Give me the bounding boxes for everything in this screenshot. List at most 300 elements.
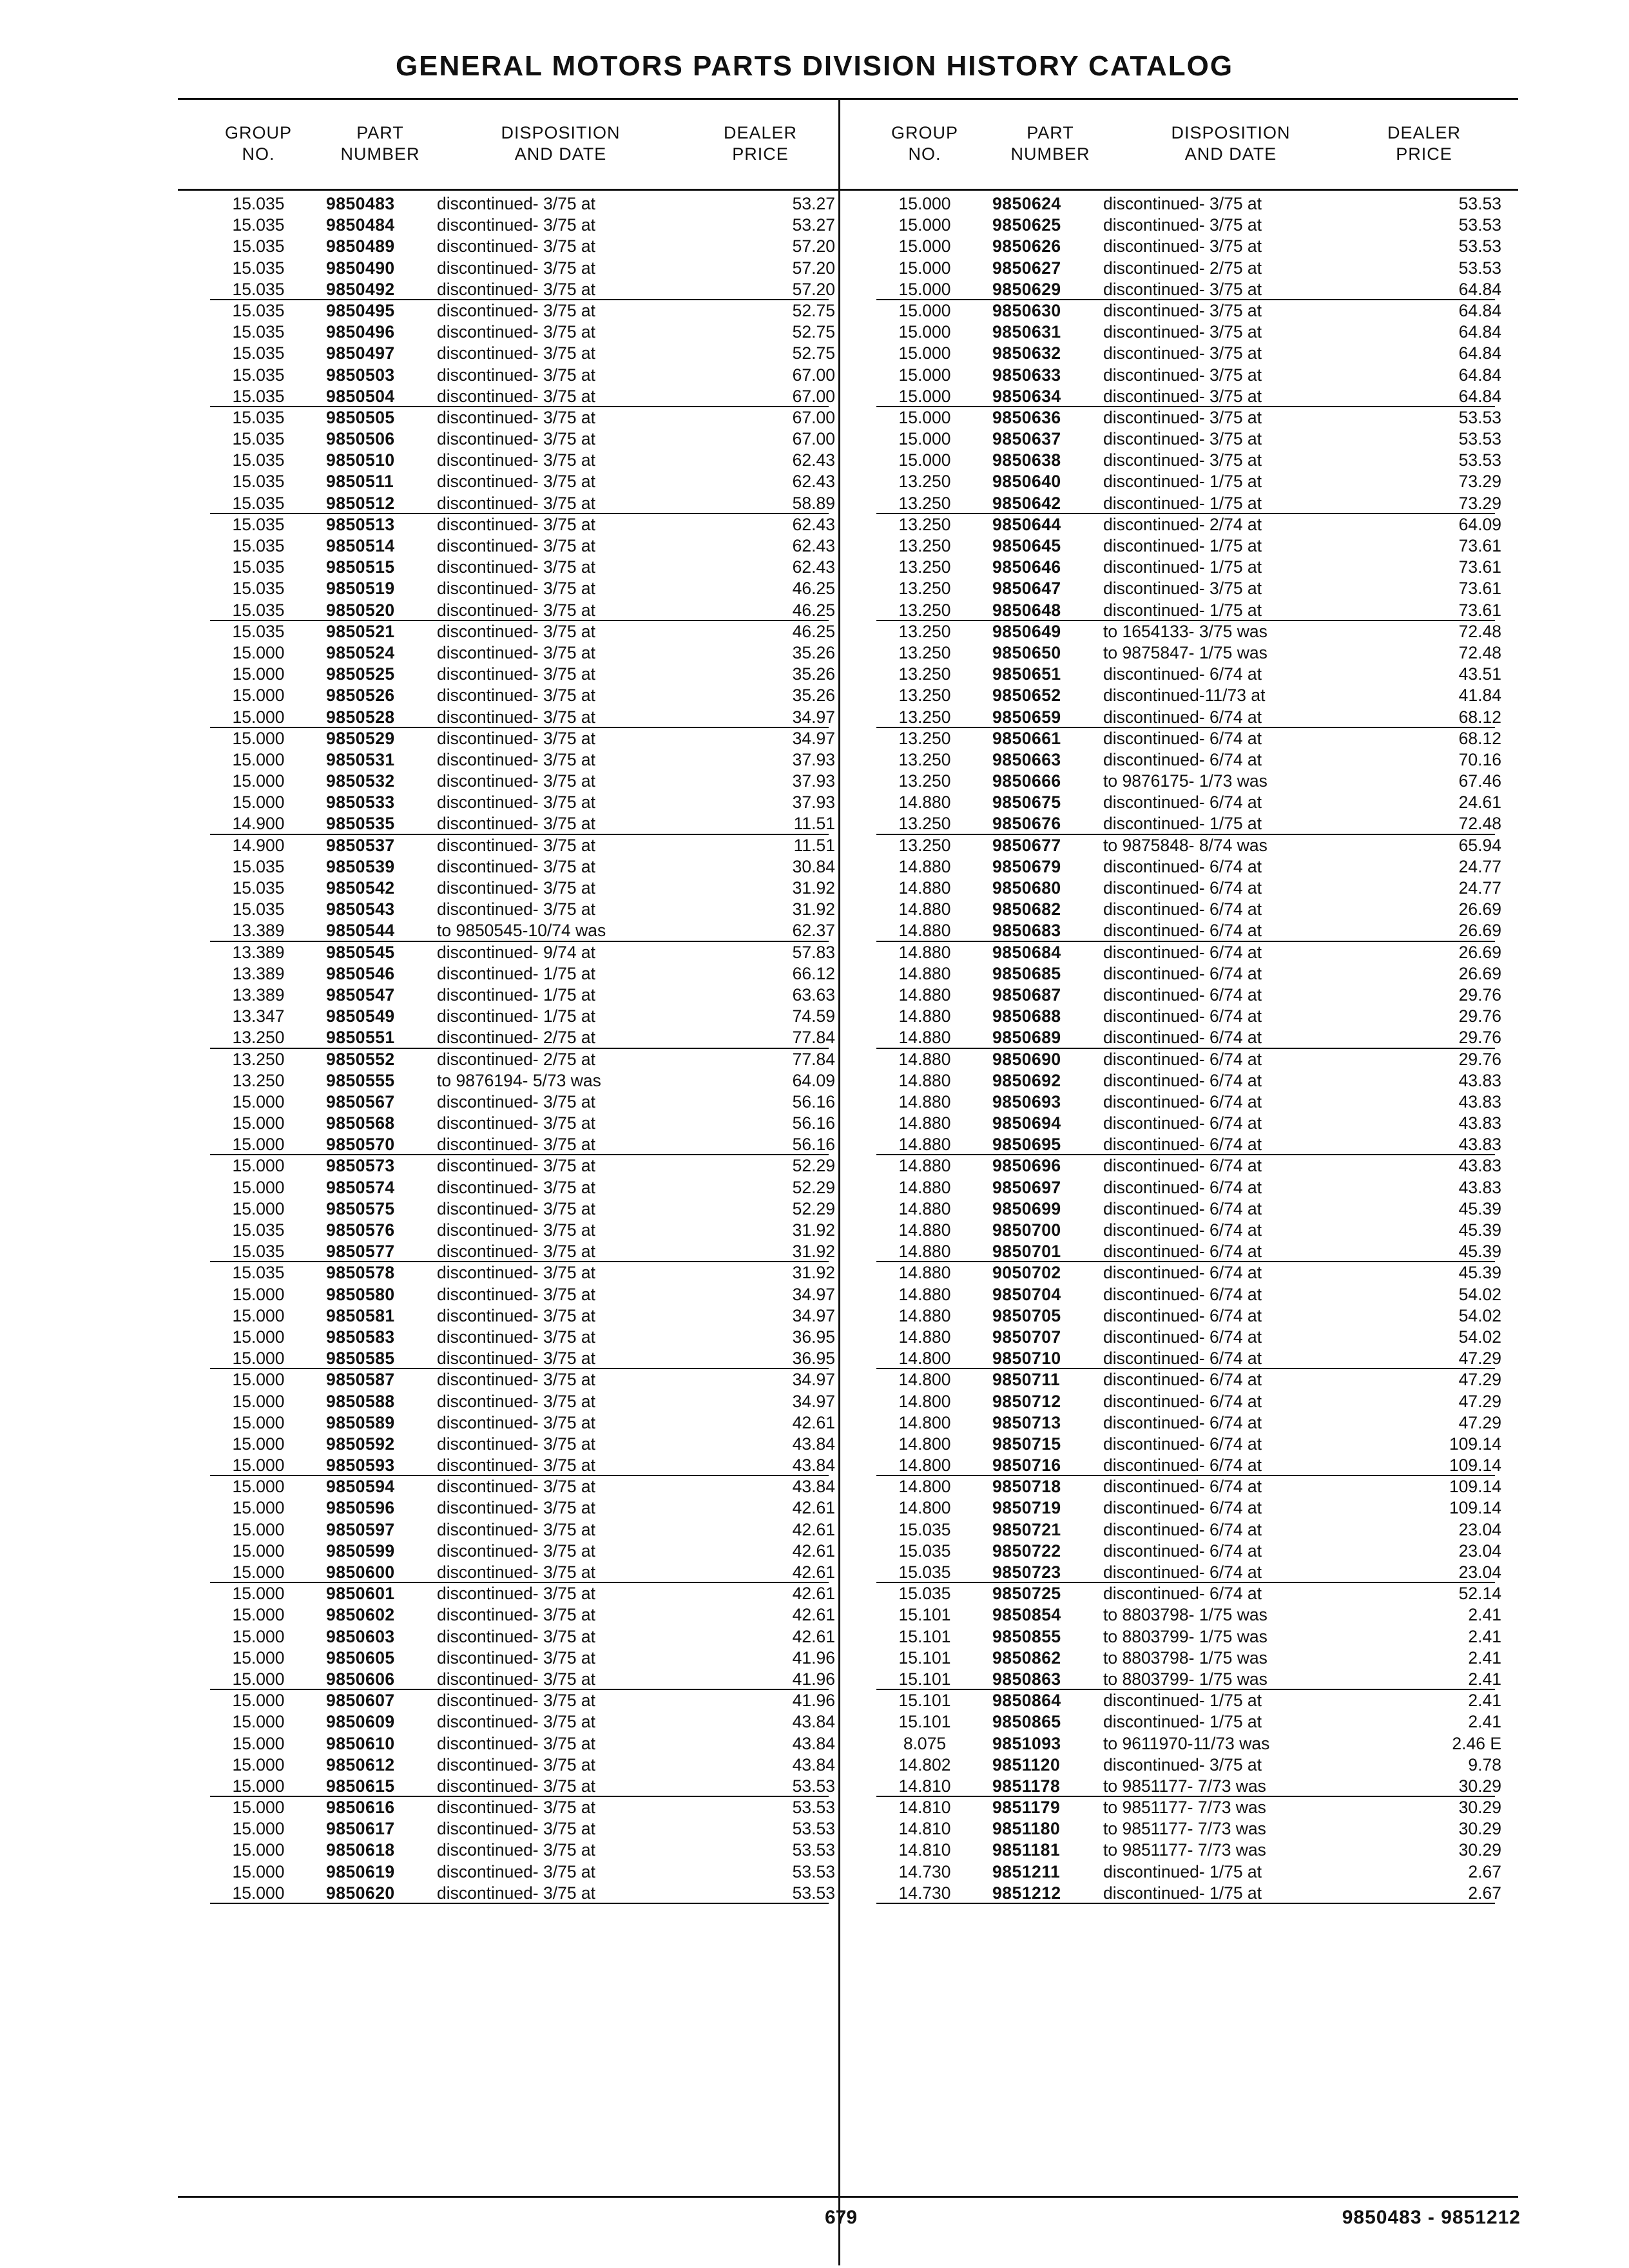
part-number: 9850648 bbox=[992, 600, 1061, 620]
table-row bbox=[210, 1113, 835, 1134]
column-divider bbox=[838, 98, 840, 2265]
disposition: discontinued- 6/74 at bbox=[1103, 707, 1262, 727]
table-row bbox=[876, 835, 1501, 856]
part-number: 9851211 bbox=[992, 1861, 1061, 1881]
dealer-price: 57.20 bbox=[792, 258, 835, 278]
part-number: 9850690 bbox=[992, 1049, 1061, 1069]
part-number: 9850515 bbox=[326, 557, 395, 577]
table-row bbox=[876, 407, 1501, 428]
dealer-price: 64.09 bbox=[1458, 514, 1501, 534]
group-no: 13.250 bbox=[898, 814, 951, 834]
dealer-price: 11.51 bbox=[793, 835, 835, 855]
disposition: discontinued- 3/75 at bbox=[437, 407, 596, 427]
table-row bbox=[210, 963, 835, 985]
dealer-price: 35.26 bbox=[792, 686, 835, 706]
table-row bbox=[876, 1198, 1501, 1220]
table-row bbox=[876, 1155, 1501, 1177]
group-no: 13.250 bbox=[232, 1028, 285, 1048]
group-no: 15.000 bbox=[232, 1156, 285, 1176]
disposition: discontinued- 6/74 at bbox=[1103, 1519, 1262, 1539]
dealer-price: 73.29 bbox=[1458, 472, 1501, 492]
table-row bbox=[210, 1220, 835, 1241]
group-no: 14.880 bbox=[898, 1242, 951, 1262]
part-number: 9850549 bbox=[326, 1006, 395, 1026]
dealer-price: 29.76 bbox=[1458, 1028, 1501, 1048]
part-number: 9850543 bbox=[326, 899, 395, 919]
table-row bbox=[210, 1049, 835, 1070]
dealer-price: 43.83 bbox=[1458, 1070, 1501, 1090]
table-row bbox=[210, 813, 835, 834]
table-row bbox=[210, 1434, 835, 1455]
table-row bbox=[876, 1497, 1501, 1519]
table-row bbox=[210, 685, 835, 706]
right-table bbox=[876, 193, 1501, 1904]
header-price-left: DEALER PRICE bbox=[723, 123, 798, 164]
group-no: 15.000 bbox=[232, 1776, 285, 1796]
disposition: discontinued- 6/74 at bbox=[1103, 899, 1262, 919]
disposition: discontinued- 6/74 at bbox=[1103, 749, 1262, 769]
group-no: 15.035 bbox=[898, 1584, 951, 1604]
group-no: 15.000 bbox=[232, 1754, 285, 1774]
table-row bbox=[210, 1177, 835, 1198]
disposition: discontinued- 3/75 at bbox=[437, 1648, 596, 1667]
dealer-price: 63.63 bbox=[792, 985, 835, 1004]
part-number: 9850723 bbox=[992, 1562, 1061, 1582]
dealer-price: 36.95 bbox=[792, 1349, 835, 1369]
table-row bbox=[210, 1776, 835, 1797]
disposition: discontinued- 3/75 at bbox=[437, 1177, 596, 1197]
group-no: 13.250 bbox=[232, 1049, 285, 1069]
dealer-price: 47.29 bbox=[1458, 1370, 1501, 1390]
table-row bbox=[210, 600, 835, 621]
disposition: discontinued- 3/75 at bbox=[437, 1584, 596, 1604]
dealer-price: 26.69 bbox=[1458, 963, 1501, 983]
part-number: 9850646 bbox=[992, 557, 1061, 577]
dealer-price: 24.61 bbox=[1458, 793, 1501, 812]
part-number: 9850630 bbox=[992, 300, 1061, 320]
dealer-price: 64.84 bbox=[1458, 300, 1501, 320]
disposition: discontinued- 1/75 at bbox=[1103, 1691, 1262, 1711]
part-number: 9850520 bbox=[326, 600, 395, 620]
dealer-price: 43.83 bbox=[1458, 1091, 1501, 1111]
group-no: 15.035 bbox=[232, 194, 285, 213]
disposition: discontinued- 3/75 at bbox=[437, 899, 596, 919]
disposition: to 9875847- 1/75 was bbox=[1103, 642, 1268, 662]
disposition: discontinued- 3/75 at bbox=[437, 215, 596, 235]
part-number: 9850489 bbox=[326, 236, 395, 256]
group-no: 14.800 bbox=[898, 1498, 951, 1518]
dealer-price: 41.84 bbox=[1458, 686, 1501, 706]
disposition: discontinued- 3/75 at bbox=[1103, 407, 1262, 427]
dealer-price: 62.43 bbox=[792, 450, 835, 470]
group-no: 14.810 bbox=[898, 1819, 951, 1839]
part-number: 9850588 bbox=[326, 1391, 395, 1411]
group-no: 15.000 bbox=[232, 1091, 285, 1111]
disposition: discontinued- 6/74 at bbox=[1103, 1584, 1262, 1604]
disposition: discontinued- 6/74 at bbox=[1103, 1135, 1262, 1155]
dealer-price: 65.94 bbox=[1458, 835, 1501, 855]
group-no: 15.000 bbox=[232, 1861, 285, 1881]
part-number: 9850511 bbox=[326, 472, 394, 492]
table-row bbox=[876, 1049, 1501, 1070]
table-row bbox=[876, 1348, 1501, 1369]
dealer-price: 23.04 bbox=[1458, 1562, 1501, 1582]
group-no: 13.250 bbox=[898, 621, 951, 641]
table-row bbox=[876, 1134, 1501, 1155]
header-disposition-right: DISPOSITION AND DATE bbox=[1171, 123, 1291, 164]
dealer-price: 45.39 bbox=[1458, 1242, 1501, 1262]
dealer-price: 46.25 bbox=[792, 600, 835, 620]
dealer-price: 45.39 bbox=[1458, 1263, 1501, 1283]
dealer-price: 53.53 bbox=[1458, 194, 1501, 213]
group-no: 14.880 bbox=[898, 878, 951, 898]
group-no: 14.800 bbox=[898, 1349, 951, 1369]
part-number: 9850633 bbox=[992, 365, 1061, 385]
disposition: discontinued- 1/75 at bbox=[437, 963, 596, 983]
part-number: 9850627 bbox=[992, 258, 1061, 278]
disposition: discontinued- 3/75 at bbox=[437, 557, 596, 577]
disposition: discontinued- 3/75 at bbox=[437, 1370, 596, 1390]
group-no: 15.000 bbox=[232, 749, 285, 769]
group-no: 14.880 bbox=[898, 942, 951, 962]
dealer-price: 56.16 bbox=[792, 1135, 835, 1155]
disposition: discontinued- 3/75 at bbox=[1103, 450, 1262, 470]
group-no: 15.035 bbox=[232, 215, 285, 235]
disposition: discontinued- 3/75 at bbox=[437, 686, 596, 706]
dealer-price: 37.93 bbox=[792, 749, 835, 769]
table-row bbox=[876, 1797, 1501, 1818]
group-no: 15.035 bbox=[232, 899, 285, 919]
part-number: 9850640 bbox=[992, 472, 1061, 492]
part-number: 9850651 bbox=[992, 664, 1061, 684]
disposition: discontinued- 6/74 at bbox=[1103, 1477, 1262, 1497]
disposition: discontinued- 3/75 at bbox=[437, 771, 596, 791]
dealer-price: 26.69 bbox=[1458, 899, 1501, 919]
part-number: 9850854 bbox=[992, 1605, 1061, 1625]
part-number: 9850601 bbox=[326, 1584, 395, 1604]
dealer-price: 62.43 bbox=[792, 472, 835, 492]
disposition: discontinued- 3/75 at bbox=[437, 728, 596, 748]
table-row bbox=[876, 685, 1501, 706]
disposition: discontinued- 6/74 at bbox=[1103, 728, 1262, 748]
disposition: discontinued- 1/75 at bbox=[1103, 493, 1262, 513]
part-number: 9850688 bbox=[992, 1006, 1061, 1026]
disposition: discontinued- 3/75 at bbox=[1103, 579, 1262, 599]
group-no: 15.035 bbox=[232, 579, 285, 599]
dealer-price: 64.84 bbox=[1458, 365, 1501, 385]
table-row bbox=[876, 471, 1501, 492]
group-no: 15.000 bbox=[232, 1541, 285, 1561]
table-row bbox=[210, 1733, 835, 1754]
dealer-price: 109.14 bbox=[1449, 1456, 1501, 1475]
group-no: 15.000 bbox=[232, 1819, 285, 1839]
disposition: discontinued- 6/74 at bbox=[1103, 1177, 1262, 1197]
group-no: 14.800 bbox=[898, 1370, 951, 1390]
part-number: 9850721 bbox=[992, 1519, 1061, 1539]
disposition: to 9851177- 7/73 was bbox=[1103, 1776, 1266, 1796]
group-no: 14.800 bbox=[898, 1391, 951, 1411]
table-row bbox=[876, 1434, 1501, 1455]
table-row bbox=[210, 258, 835, 279]
part-number: 9850699 bbox=[992, 1198, 1061, 1218]
part-number: 9850687 bbox=[992, 985, 1061, 1004]
dealer-price: 72.48 bbox=[1458, 814, 1501, 834]
part-number: 9850629 bbox=[992, 279, 1061, 299]
table-row bbox=[876, 493, 1501, 514]
group-no: 15.000 bbox=[232, 1434, 285, 1454]
table-row bbox=[876, 557, 1501, 578]
group-no: 13.250 bbox=[898, 642, 951, 662]
dealer-price: 58.89 bbox=[792, 493, 835, 513]
dealer-price: 43.83 bbox=[1458, 1135, 1501, 1155]
group-no: 15.000 bbox=[898, 407, 951, 427]
part-number: 9851181 bbox=[992, 1840, 1061, 1860]
group-no: 13.389 bbox=[232, 921, 285, 941]
group-no: 15.000 bbox=[898, 279, 951, 299]
table-row bbox=[876, 985, 1501, 1006]
part-number: 9850496 bbox=[326, 322, 395, 342]
table-row bbox=[876, 963, 1501, 985]
part-number: 9850600 bbox=[326, 1562, 395, 1582]
table-row bbox=[210, 300, 835, 322]
group-no: 15.035 bbox=[232, 878, 285, 898]
group-no: 15.000 bbox=[232, 1113, 285, 1133]
disposition: discontinued- 3/75 at bbox=[437, 258, 596, 278]
disposition: discontinued- 3/75 at bbox=[437, 793, 596, 812]
table-row bbox=[876, 642, 1501, 664]
disposition: discontinued- 3/75 at bbox=[437, 664, 596, 684]
disposition: discontinued- 3/75 at bbox=[437, 514, 596, 534]
part-number: 9850583 bbox=[326, 1327, 395, 1347]
group-no: 13.250 bbox=[898, 771, 951, 791]
table-row bbox=[210, 856, 835, 878]
table-row bbox=[210, 1883, 835, 1904]
dealer-price: 53.53 bbox=[1458, 407, 1501, 427]
dealer-price: 67.00 bbox=[792, 429, 835, 449]
group-no: 15.000 bbox=[232, 707, 285, 727]
disposition: discontinued- 3/75 at bbox=[437, 1220, 596, 1240]
part-number: 9850539 bbox=[326, 856, 395, 876]
disposition: discontinued- 3/75 at bbox=[437, 1198, 596, 1218]
disposition: discontinued- 6/74 at bbox=[1103, 1498, 1262, 1518]
table-row bbox=[876, 942, 1501, 963]
disposition: to 9876175- 1/73 was bbox=[1103, 771, 1268, 791]
dealer-price: 53.53 bbox=[792, 1819, 835, 1839]
table-row bbox=[876, 428, 1501, 450]
dealer-price: 23.04 bbox=[1458, 1541, 1501, 1561]
group-no: 15.000 bbox=[232, 1305, 285, 1325]
disposition: discontinued- 6/74 at bbox=[1103, 1391, 1262, 1411]
dealer-price: 29.76 bbox=[1458, 1006, 1501, 1026]
group-no: 15.035 bbox=[232, 450, 285, 470]
part-number: 9850492 bbox=[326, 279, 395, 299]
dealer-price: 30.84 bbox=[792, 856, 835, 876]
disposition: discontinued- 3/75 at bbox=[437, 1861, 596, 1881]
disposition: discontinued- 1/75 at bbox=[1103, 536, 1262, 555]
part-number: 9850649 bbox=[992, 621, 1061, 641]
table-row bbox=[876, 1711, 1501, 1733]
group-no: 14.880 bbox=[898, 1135, 951, 1155]
part-number: 9850615 bbox=[326, 1776, 395, 1796]
disposition: discontinued- 3/75 at bbox=[437, 1562, 596, 1582]
disposition: to 9851177- 7/73 was bbox=[1103, 1819, 1266, 1839]
dealer-price: 46.25 bbox=[792, 621, 835, 641]
disposition: to 8803799- 1/75 was bbox=[1103, 1669, 1268, 1689]
group-no: 15.000 bbox=[232, 1883, 285, 1903]
disposition: discontinued- 3/75 at bbox=[437, 1605, 596, 1625]
part-number: 9850715 bbox=[992, 1434, 1061, 1454]
dealer-price: 64.84 bbox=[1458, 343, 1501, 363]
header-part-right: PART NUMBER bbox=[1010, 123, 1090, 164]
group-no: 13.250 bbox=[232, 1070, 285, 1090]
table-row bbox=[210, 985, 835, 1006]
table-row bbox=[210, 1541, 835, 1562]
table-row bbox=[876, 664, 1501, 685]
disposition: discontinued- 3/75 at bbox=[437, 279, 596, 299]
table-row bbox=[210, 1369, 835, 1390]
disposition: discontinued- 3/75 at bbox=[437, 1626, 596, 1646]
table-row bbox=[876, 1284, 1501, 1305]
group-no: 15.000 bbox=[898, 429, 951, 449]
disposition: discontinued- 3/75 at bbox=[437, 1113, 596, 1133]
part-number: 9850568 bbox=[326, 1113, 395, 1133]
part-number: 9850716 bbox=[992, 1456, 1061, 1475]
disposition: discontinued- 6/74 at bbox=[1103, 1370, 1262, 1390]
table-row bbox=[210, 1091, 835, 1113]
dealer-price: 43.84 bbox=[792, 1754, 835, 1774]
group-no: 15.000 bbox=[232, 1798, 285, 1818]
group-no: 14.880 bbox=[898, 793, 951, 812]
table-row bbox=[210, 878, 835, 899]
group-no: 14.800 bbox=[898, 1477, 951, 1497]
group-no: 15.035 bbox=[232, 472, 285, 492]
disposition: discontinued- 3/75 at bbox=[437, 365, 596, 385]
group-no: 15.035 bbox=[232, 386, 285, 406]
disposition: discontinued- 3/75 at bbox=[437, 642, 596, 662]
dealer-price: 46.25 bbox=[792, 579, 835, 599]
dealer-price: 30.29 bbox=[1458, 1798, 1501, 1818]
dealer-price: 2.41 bbox=[1468, 1712, 1501, 1732]
table-row bbox=[876, 386, 1501, 407]
dealer-price: 24.77 bbox=[1458, 878, 1501, 898]
table-row bbox=[876, 1604, 1501, 1626]
table-row bbox=[210, 279, 835, 300]
dealer-price: 31.92 bbox=[792, 1220, 835, 1240]
disposition: discontinued- 3/75 at bbox=[437, 343, 596, 363]
table-row bbox=[876, 1861, 1501, 1883]
part-number: 9850617 bbox=[326, 1819, 395, 1839]
part-number: 9850684 bbox=[992, 942, 1061, 962]
dealer-price: 77.84 bbox=[792, 1049, 835, 1069]
part-number: 9850544 bbox=[326, 921, 395, 941]
table-row bbox=[210, 1198, 835, 1220]
dealer-price: 2.41 bbox=[1468, 1626, 1501, 1646]
disposition: discontinued- 3/75 at bbox=[437, 472, 596, 492]
table-row bbox=[876, 322, 1501, 343]
table-row bbox=[876, 878, 1501, 899]
part-number: 9851180 bbox=[992, 1819, 1061, 1839]
part-number: 9850647 bbox=[992, 579, 1061, 599]
group-no: 13.250 bbox=[898, 664, 951, 684]
disposition: discontinued- 3/75 at bbox=[437, 878, 596, 898]
group-no: 14.730 bbox=[898, 1883, 951, 1903]
group-no: 15.000 bbox=[232, 1370, 285, 1390]
part-number: 9850650 bbox=[992, 642, 1061, 662]
table-row bbox=[876, 1840, 1501, 1861]
dealer-price: 66.12 bbox=[792, 963, 835, 983]
group-no: 14.730 bbox=[898, 1861, 951, 1881]
page-title: GENERAL MOTORS PARTS DIVISION HISTORY CATALOG bbox=[395, 50, 1234, 82]
table-row bbox=[876, 1883, 1501, 1904]
table-row bbox=[210, 1327, 835, 1348]
table-row bbox=[210, 899, 835, 920]
dealer-price: 73.61 bbox=[1458, 579, 1501, 599]
group-no: 14.880 bbox=[898, 1327, 951, 1347]
table-row bbox=[210, 1391, 835, 1412]
table-row bbox=[210, 1519, 835, 1541]
disposition: discontinued- 6/74 at bbox=[1103, 1305, 1262, 1325]
disposition: discontinued- 1/75 at bbox=[1103, 557, 1262, 577]
part-number: 9850718 bbox=[992, 1477, 1061, 1497]
part-number: 9851178 bbox=[992, 1776, 1061, 1796]
dealer-price: 31.92 bbox=[792, 1263, 835, 1283]
disposition: discontinued- 6/74 at bbox=[1103, 985, 1262, 1004]
disposition: discontinued- 3/75 at bbox=[437, 1477, 596, 1497]
table-row bbox=[876, 1776, 1501, 1797]
table-row bbox=[210, 728, 835, 749]
disposition: discontinued- 3/75 at bbox=[437, 1135, 596, 1155]
disposition: discontinued- 3/75 at bbox=[437, 386, 596, 406]
dealer-price: 52.75 bbox=[792, 300, 835, 320]
group-no: 13.250 bbox=[898, 579, 951, 599]
disposition: discontinued- 3/75 at bbox=[437, 1519, 596, 1539]
group-no: 14.880 bbox=[898, 1305, 951, 1325]
disposition: discontinued- 6/74 at bbox=[1103, 1434, 1262, 1454]
dealer-price: 54.02 bbox=[1458, 1284, 1501, 1304]
table-row bbox=[210, 1155, 835, 1177]
table-row bbox=[210, 1497, 835, 1519]
table-row bbox=[876, 1541, 1501, 1562]
part-number: 9850689 bbox=[992, 1028, 1061, 1048]
part-number: 9850695 bbox=[992, 1135, 1061, 1155]
dealer-price: 68.12 bbox=[1458, 707, 1501, 727]
table-row bbox=[210, 1455, 835, 1476]
disposition: discontinued- 3/75 at bbox=[437, 236, 596, 256]
table-row bbox=[876, 1754, 1501, 1776]
part-number: 9850545 bbox=[326, 942, 395, 962]
part-number: 9850505 bbox=[326, 407, 395, 427]
table-row bbox=[210, 215, 835, 236]
dealer-price: 67.00 bbox=[792, 407, 835, 427]
table-row bbox=[876, 1455, 1501, 1476]
part-number: 9850625 bbox=[992, 215, 1061, 235]
part-number: 9850606 bbox=[326, 1669, 395, 1689]
table-row bbox=[876, 1241, 1501, 1262]
dealer-price: 53.53 bbox=[1458, 215, 1501, 235]
dealer-price: 53.53 bbox=[792, 1776, 835, 1796]
part-number: 9850589 bbox=[326, 1412, 395, 1432]
disposition: discontinued- 6/74 at bbox=[1103, 793, 1262, 812]
disposition: discontinued- 3/75 at bbox=[437, 749, 596, 769]
part-number: 9850693 bbox=[992, 1091, 1061, 1111]
group-no: 15.035 bbox=[232, 493, 285, 513]
dealer-price: 64.84 bbox=[1458, 322, 1501, 342]
dealer-price: 43.84 bbox=[792, 1712, 835, 1732]
dealer-price: 54.02 bbox=[1458, 1327, 1501, 1347]
table-row bbox=[876, 1006, 1501, 1027]
dealer-price: 53.27 bbox=[792, 215, 835, 235]
dealer-price: 43.84 bbox=[792, 1456, 835, 1475]
